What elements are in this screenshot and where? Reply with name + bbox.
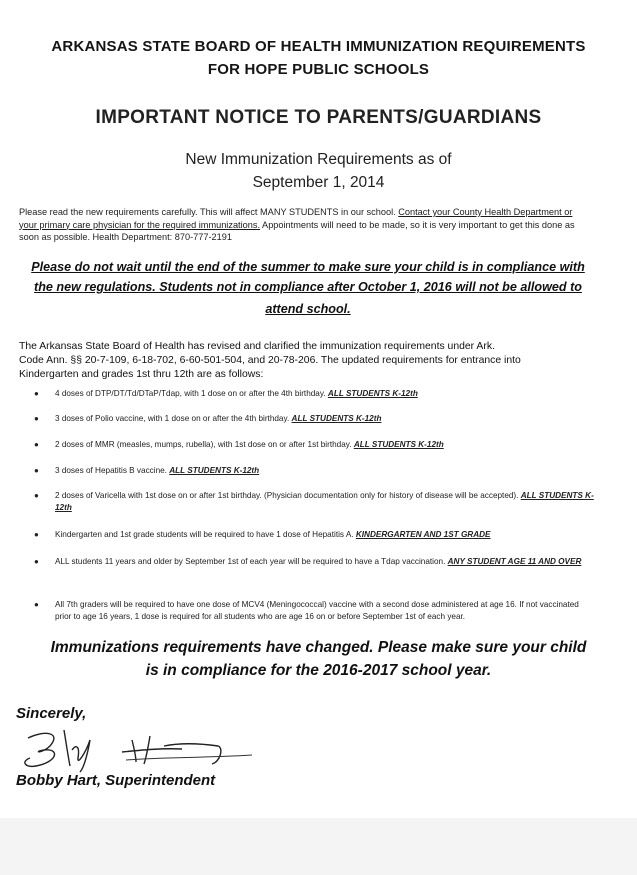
statute-line-1: The Arkansas State Board of Health has revised and clarified the immunization requirements under Ark. <box>19 341 495 352</box>
bullet-icon: ● <box>34 530 39 539</box>
signer-name: Bobby Hart, Superintendent <box>16 772 216 789</box>
subtitle-line-2: September 1, 2014 <box>252 174 385 191</box>
notice-title: IMPORTANT NOTICE TO PARENTS/GUARDIANS <box>95 107 542 128</box>
requirement-tag: ALL STUDENTS K-12th <box>291 414 382 423</box>
bullet-icon: ● <box>34 600 39 609</box>
intro-text-1: Please read the new requirements carefully. This will affect MANY STUDENTS in our school. <box>19 207 399 217</box>
bullet-icon: ● <box>34 440 39 449</box>
requirement-text: 3 doses of Hepatitis B vaccine. <box>55 466 167 475</box>
requirement-tag: ALL STUDENTS K-12th <box>353 440 444 449</box>
bullet-icon: ● <box>34 466 39 475</box>
requirement-text: ALL students 11 years and older by September 1st of each year will be required to have a Tdap vaccination. <box>55 557 446 566</box>
requirement-tag: ALL STUDENTS K-12th <box>55 491 594 512</box>
signature-image <box>14 722 254 774</box>
warning-line-2: the new regulations. Students not in compliance after October 1, 2016 will not be allowed to <box>34 280 582 294</box>
bullet-icon: ● <box>34 414 39 423</box>
statute-line-3: Kindergarten and grades 1st thru 12th are as follows: <box>19 369 264 380</box>
page-bottom-margin <box>0 818 637 875</box>
requirement-text: All 7th graders will be required to have one dose of MCV4 (Meningococcal) vaccine with a second dose administered at age 16. If not vaccinated prior to age 16 years, 1 dose is required for all students who are age 16 on or before September 1st of each year. <box>55 600 579 621</box>
intro-text-2: Appointments will need to be made, so it is very important to get this done as soon as possible. Health Department: 870-777-2191 <box>19 219 575 242</box>
warning-line-1: Please do not wait until the end of the summer to make sure your child is in compliance with <box>31 260 585 274</box>
warning-line-3: attend school. <box>265 302 351 316</box>
bullet-icon: ● <box>34 491 39 500</box>
intro-paragraph <box>19 206 589 244</box>
requirement-text: 3 doses of Polio vaccine, with 1 dose on or after the 4th birthday. <box>55 414 290 423</box>
closing-line-2: is in compliance for the 2016-2017 school year. <box>145 662 492 679</box>
bullet-icon: ● <box>34 557 39 566</box>
requirement-text: 2 doses of MMR (measles, mumps, rubella), with 1st dose on or after 1st birthday. <box>55 440 352 449</box>
requirement-tag: ANY STUDENT AGE 11 AND OVER <box>447 557 582 566</box>
closing-line-1: Immunizations requirements have changed. Please make sure your child <box>50 639 587 656</box>
requirement-text: 4 doses of DTP/DT/Td/DTaP/Tdap, with 1 dose on or after the 4th birthday. <box>55 389 326 398</box>
requirement-tag: KINDERGARTEN AND 1ST GRADE <box>355 530 491 539</box>
subtitle-line-1: New Immunization Requirements as of <box>185 151 452 168</box>
requirement-tag: ALL STUDENTS K-12th <box>327 389 418 398</box>
header-line-2: FOR HOPE PUBLIC SCHOOLS <box>207 61 430 78</box>
intro-contact-text: Contact your County Health Department or your primary care physician for the required immunizations. <box>19 207 573 230</box>
requirement-text: 2 doses of Varicella with 1st dose on or after 1st birthday. (Physician documentation only for history of disease will be accepted). <box>55 491 519 500</box>
statute-line-2: Code Ann. §§ 20-7-109, 6-18-702, 6-60-501-504, and 20-78-206. The updated requirements for entrance into <box>19 355 521 366</box>
bullet-icon: ● <box>34 389 39 398</box>
requirement-tag: ALL STUDENTS K-12th <box>169 466 260 475</box>
sign-off: Sincerely, <box>16 705 87 722</box>
requirement-text: Kindergarten and 1st grade students will be required to have 1 dose of Hepatitis A. <box>55 530 354 539</box>
header-line-1: ARKANSAS STATE BOARD OF HEALTH IMMUNIZATION REQUIREMENTS <box>51 38 586 55</box>
